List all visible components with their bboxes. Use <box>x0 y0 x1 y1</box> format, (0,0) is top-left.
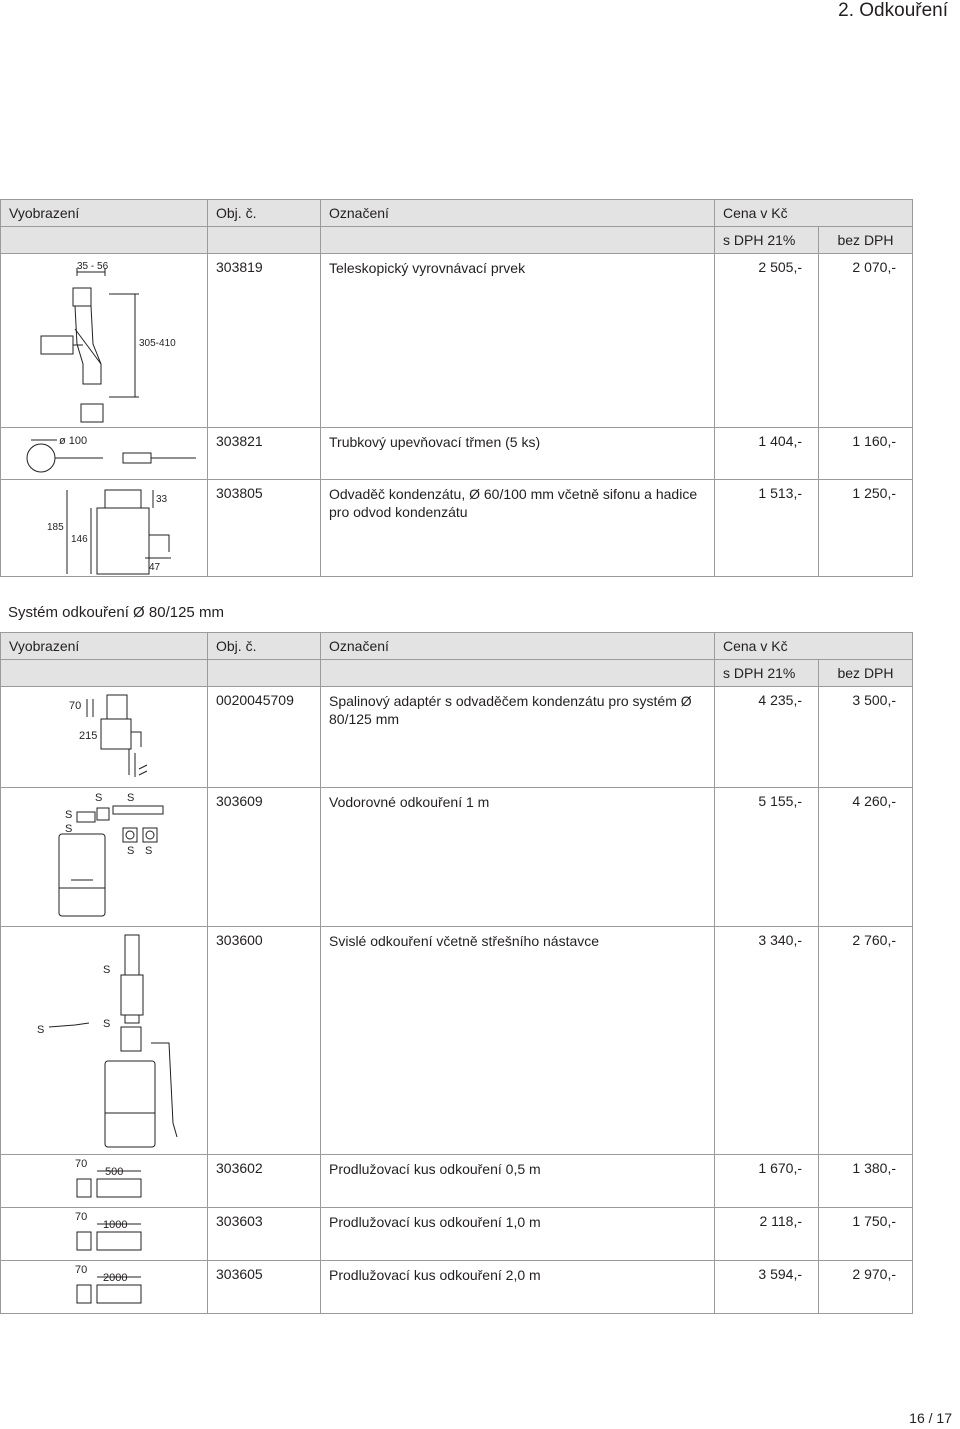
obj-number: 303609 <box>208 788 321 927</box>
dimension-label: 70 <box>75 1211 88 1223</box>
table-row <box>1 1155 913 1208</box>
obj-number: 303603 <box>208 1208 321 1261</box>
dimension-label: 2000 <box>103 1272 128 1284</box>
price-with-vat: 5 155,- <box>715 788 819 927</box>
product-name: Trubkový upevňovací třmen (5 ks) <box>321 428 715 480</box>
price-with-vat: 2 505,- <box>715 254 819 428</box>
extension-pipe-drawing <box>1 1208 207 1260</box>
condensate-drain-drawing <box>1 480 207 576</box>
price-without-vat: 1 160,- <box>819 428 913 480</box>
mark-s: S <box>65 809 73 821</box>
product-image <box>1 927 208 1155</box>
dimension-label: 35 - 56 <box>77 261 109 272</box>
dimension-label: 500 <box>105 1166 124 1178</box>
table-row <box>1 1261 913 1314</box>
table-subheader-row <box>1 227 913 254</box>
price-without-vat: 4 260,- <box>819 788 913 927</box>
price-with-vat: 1 513,- <box>715 480 819 577</box>
product-name: Odvaděč kondenzátu, Ø 60/100 mm včetně sifonu a hadice pro odvod kondenzátu <box>321 480 715 577</box>
product-name: Teleskopický vyrovnávací prvek <box>321 254 715 428</box>
price-with-vat: 1 404,- <box>715 428 819 480</box>
price-without-vat: 1 380,- <box>819 1155 913 1208</box>
vertical-flue-kit-drawing <box>1 927 207 1154</box>
mark-s: S <box>37 1024 45 1036</box>
product-name: Vodorovné odkouření 1 m <box>321 788 715 927</box>
obj-number: 303602 <box>208 1155 321 1208</box>
product-name: Svislé odkouření včetně střešního nástavce <box>321 927 715 1155</box>
obj-number: 0020045709 <box>208 687 321 788</box>
price-without-vat: 1 250,- <box>819 480 913 577</box>
product-image <box>1 480 208 577</box>
dimension-label: 185 <box>47 522 64 533</box>
flue-adapter-drawing <box>1 687 207 787</box>
dimension-label: 47 <box>149 562 161 573</box>
table-row <box>1 927 913 1155</box>
mark-s: S <box>103 964 111 976</box>
price-without-vat: 2 970,- <box>819 1261 913 1314</box>
product-image <box>1 1261 208 1314</box>
dimension-label: ø 100 <box>59 435 88 447</box>
product-name: Prodlužovací kus odkouření 0,5 m <box>321 1155 715 1208</box>
col-header-obj: Obj. č. <box>208 200 321 227</box>
product-image <box>1 1155 208 1208</box>
table-header-row <box>1 200 913 227</box>
mark-s: S <box>65 823 73 835</box>
obj-number: 303600 <box>208 927 321 1155</box>
product-image <box>1 428 208 480</box>
table-subheader-row <box>1 660 913 687</box>
product-name: Prodlužovací kus odkouření 2,0 m <box>321 1261 715 1314</box>
product-name: Prodlužovací kus odkouření 1,0 m <box>321 1208 715 1261</box>
obj-number: 303805 <box>208 480 321 577</box>
col-header-designation: Označení <box>321 633 715 660</box>
price-with-vat: 4 235,- <box>715 687 819 788</box>
table-row <box>1 687 913 788</box>
section-title: 2. Odkouření <box>838 0 948 21</box>
col-header-image: Vyobrazení <box>1 633 208 660</box>
table-header-row <box>1 633 913 660</box>
col-header-with-vat: s DPH 21% <box>715 227 819 254</box>
table-row <box>1 254 913 428</box>
col-header-price: Cena v Kč <box>715 633 913 660</box>
table-row <box>1 1208 913 1261</box>
extension-pipe-drawing <box>1 1155 207 1207</box>
price-table-2 <box>0 632 913 1314</box>
col-header-with-vat: s DPH 21% <box>715 660 819 687</box>
col-header-image: Vyobrazení <box>1 200 208 227</box>
price-with-vat: 3 340,- <box>715 927 819 1155</box>
product-image <box>1 254 208 428</box>
price-without-vat: 3 500,- <box>819 687 913 788</box>
product-image <box>1 687 208 788</box>
obj-number: 303605 <box>208 1261 321 1314</box>
telescopic-element-drawing <box>1 254 207 427</box>
price-table-1 <box>0 199 913 577</box>
obj-number: 303819 <box>208 254 321 428</box>
dimension-label: 70 <box>75 1158 88 1170</box>
product-image <box>1 1208 208 1261</box>
obj-number: 303821 <box>208 428 321 480</box>
col-header-without-vat: bez DPH <box>819 660 913 687</box>
dimension-label: 305-410 <box>139 338 176 349</box>
col-header-designation: Označení <box>321 200 715 227</box>
price-with-vat: 1 670,- <box>715 1155 819 1208</box>
table-row <box>1 480 913 577</box>
dimension-label: 70 <box>75 1264 88 1276</box>
mark-s: S <box>127 792 135 804</box>
dimension-label: 33 <box>156 494 168 505</box>
mark-s: S <box>127 845 135 857</box>
page-number: 16 / 17 <box>909 1410 952 1426</box>
price-with-vat: 2 118,- <box>715 1208 819 1261</box>
pipe-clamp-drawing <box>1 428 207 479</box>
price-without-vat: 2 760,- <box>819 927 913 1155</box>
dimension-label: 70 <box>69 700 82 712</box>
extension-pipe-drawing <box>1 1261 207 1313</box>
price-without-vat: 1 750,- <box>819 1208 913 1261</box>
col-header-without-vat: bez DPH <box>819 227 913 254</box>
price-with-vat: 3 594,- <box>715 1261 819 1314</box>
col-header-price: Cena v Kč <box>715 200 913 227</box>
price-without-vat: 2 070,- <box>819 254 913 428</box>
horizontal-flue-kit-drawing <box>1 788 207 926</box>
product-name: Spalinový adaptér s odvaděčem kondenzátu pro systém Ø 80/125 mm <box>321 687 715 788</box>
dimension-label: 1000 <box>103 1219 128 1231</box>
mark-s: S <box>95 792 103 804</box>
dimension-label: 215 <box>79 730 98 742</box>
product-image <box>1 788 208 927</box>
table-row <box>1 788 913 927</box>
mark-s: S <box>103 1018 111 1030</box>
system-title: Systém odkouření Ø 80/125 mm <box>8 604 224 621</box>
dimension-label: 146 <box>71 534 88 545</box>
col-header-obj: Obj. č. <box>208 633 321 660</box>
table-row <box>1 428 913 480</box>
mark-s: S <box>145 845 153 857</box>
